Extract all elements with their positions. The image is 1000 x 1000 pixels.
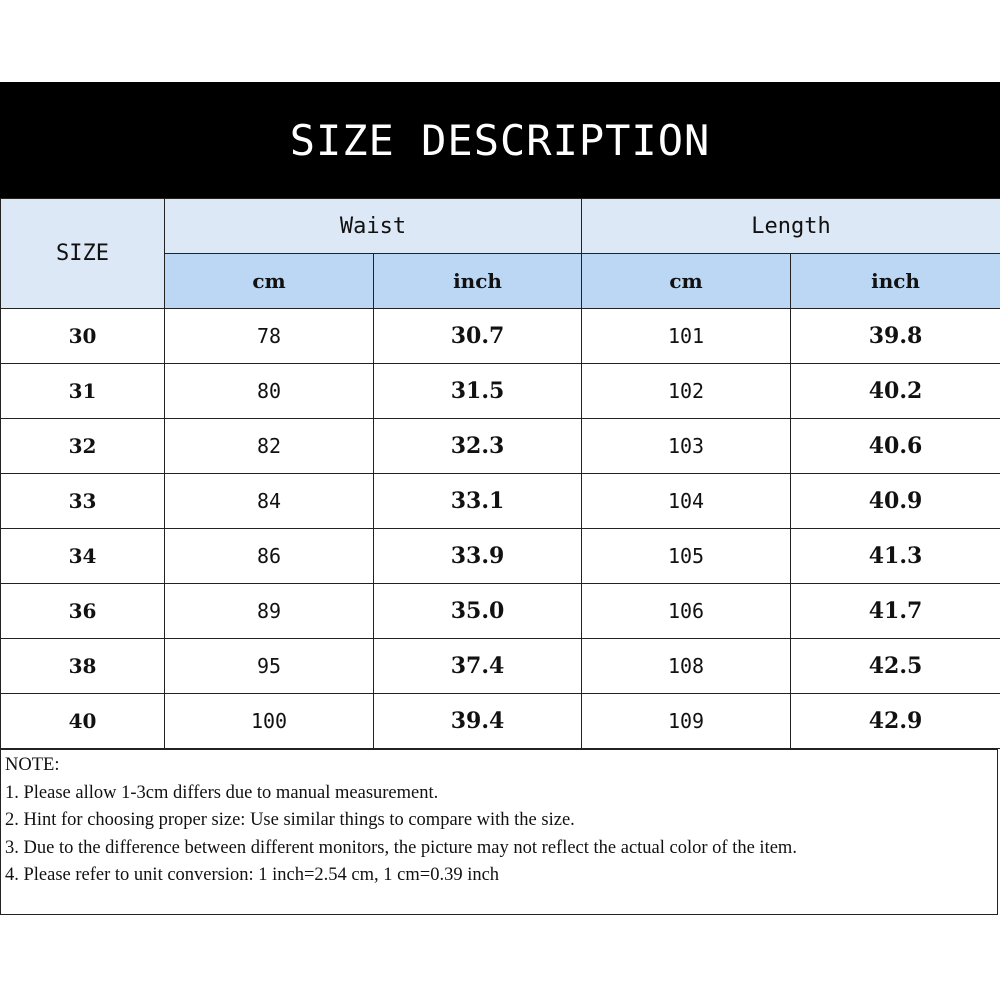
waist-inch-cell: 33.9 <box>374 529 582 584</box>
length-inch-cell: 40.6 <box>791 419 1000 474</box>
size-cell: 36 <box>1 584 165 639</box>
header-length: Length <box>582 199 1000 254</box>
size-cell: 40 <box>1 694 165 749</box>
waist-inch-cell: 30.7 <box>374 309 582 364</box>
waist-cm-cell: 89 <box>165 584 374 639</box>
size-cell: 30 <box>1 309 165 364</box>
table-row <box>1 529 1000 584</box>
table-row <box>1 364 1000 419</box>
size-cell: 33 <box>1 474 165 529</box>
length-inch-cell: 42.5 <box>791 639 1000 694</box>
length-cm-cell: 102 <box>582 364 791 419</box>
note-item: 3. Due to the difference between different monitors, the picture may not reflect the actual color of the item. <box>5 837 797 858</box>
length-cm-cell: 101 <box>582 309 791 364</box>
header-waist: Waist <box>165 199 582 254</box>
size-cell: 32 <box>1 419 165 474</box>
notes-box <box>0 749 998 915</box>
waist-cm-cell: 86 <box>165 529 374 584</box>
size-cell: 31 <box>1 364 165 419</box>
length-cm-cell: 106 <box>582 584 791 639</box>
title-banner <box>0 82 1000 198</box>
header-length-inch: inch <box>791 254 1000 309</box>
waist-inch-cell: 39.4 <box>374 694 582 749</box>
length-cm-cell: 109 <box>582 694 791 749</box>
table-row <box>1 639 1000 694</box>
length-cm-cell: 105 <box>582 529 791 584</box>
length-inch-cell: 42.9 <box>791 694 1000 749</box>
length-inch-cell: 40.9 <box>791 474 1000 529</box>
length-inch-cell: 39.8 <box>791 309 1000 364</box>
waist-cm-cell: 80 <box>165 364 374 419</box>
waist-cm-cell: 84 <box>165 474 374 529</box>
size-cell: 38 <box>1 639 165 694</box>
waist-cm-cell: 95 <box>165 639 374 694</box>
table-row <box>1 309 1000 364</box>
table-row <box>1 419 1000 474</box>
waist-cm-cell: 78 <box>165 309 374 364</box>
waist-cm-cell: 100 <box>165 694 374 749</box>
table-row <box>1 474 1000 529</box>
waist-cm-cell: 82 <box>165 419 374 474</box>
size-table <box>0 198 1000 749</box>
waist-inch-cell: 32.3 <box>374 419 582 474</box>
waist-inch-cell: 35.0 <box>374 584 582 639</box>
header-size: SIZE <box>1 199 165 309</box>
waist-inch-cell: 37.4 <box>374 639 582 694</box>
length-inch-cell: 41.3 <box>791 529 1000 584</box>
header-waist-cm: cm <box>165 254 374 309</box>
waist-inch-cell: 31.5 <box>374 364 582 419</box>
table-row <box>1 584 1000 639</box>
note-item: 1. Please allow 1-3cm differs due to manual measurement. <box>5 782 439 803</box>
header-waist-inch: inch <box>374 254 582 309</box>
length-cm-cell: 104 <box>582 474 791 529</box>
table-row <box>1 694 1000 749</box>
note-item: 2. Hint for choosing proper size: Use similar things to compare with the size. <box>5 810 575 830</box>
size-cell: 34 <box>1 529 165 584</box>
length-cm-cell: 103 <box>582 419 791 474</box>
length-inch-cell: 41.7 <box>791 584 1000 639</box>
note-item: 4. Please refer to unit conversion: 1 inch=2.54 cm, 1 cm=0.39 inch <box>5 865 500 885</box>
waist-inch-cell: 33.1 <box>374 474 582 529</box>
length-inch-cell: 40.2 <box>791 364 1000 419</box>
notes-heading: NOTE: <box>5 755 60 775</box>
header-length-cm: cm <box>582 254 791 309</box>
page-title: SIZE DESCRIPTION <box>289 115 711 165</box>
length-cm-cell: 108 <box>582 639 791 694</box>
